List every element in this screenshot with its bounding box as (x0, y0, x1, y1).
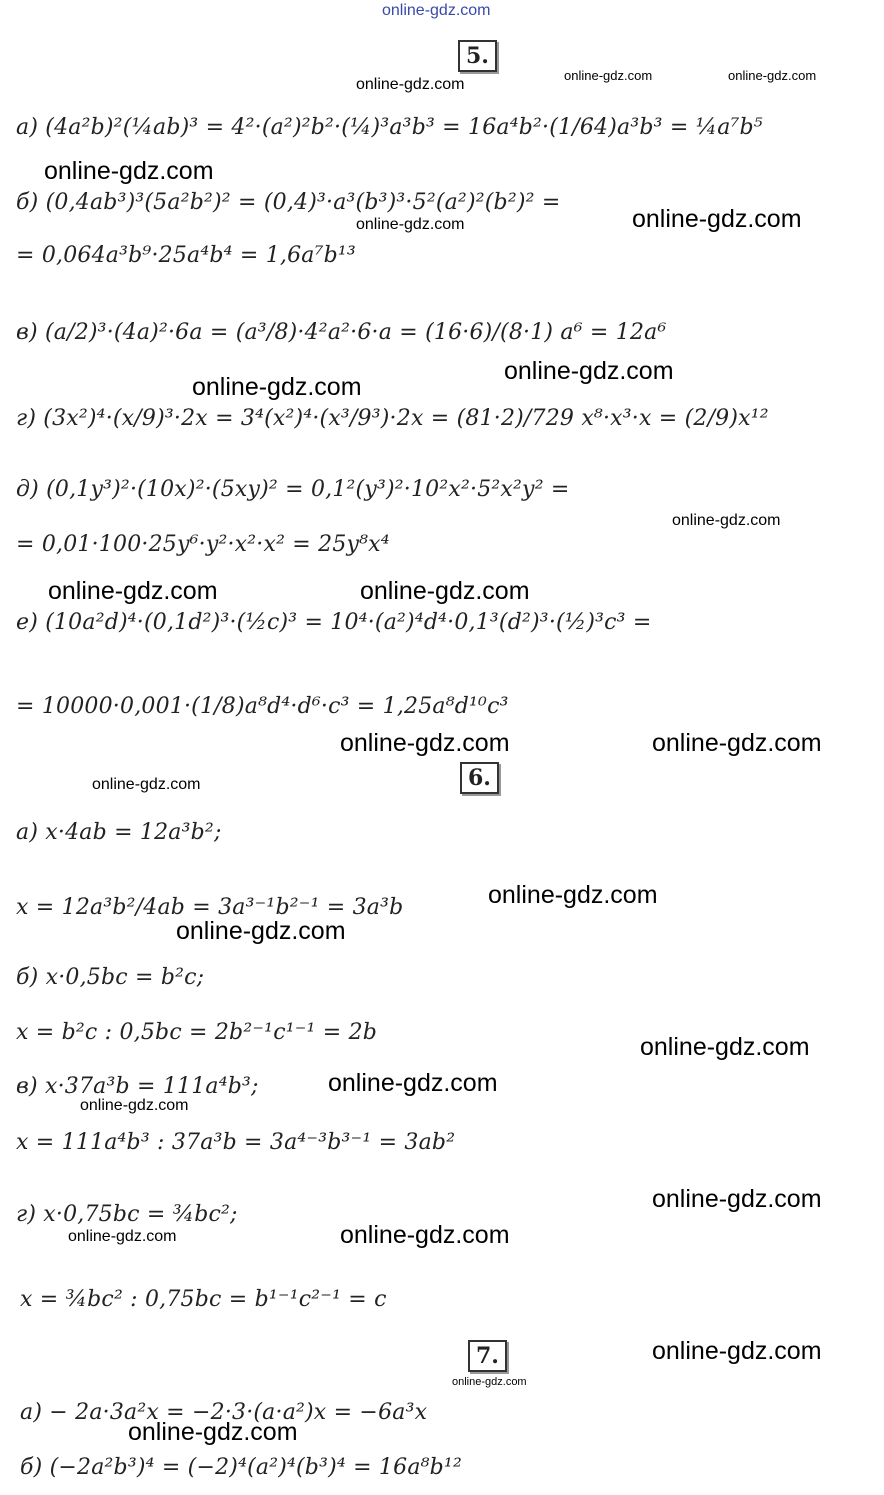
watermark: online-gdz.com (328, 1069, 498, 1097)
watermark: online-gdz.com (68, 1228, 177, 1245)
solution-line: а) x·4ab = 12a³b²; (16, 820, 222, 845)
solution-line: x = 111a⁴b³ : 37a³b = 3a⁴⁻³b³⁻¹ = 3ab² (16, 1130, 456, 1155)
watermark: online-gdz.com (356, 216, 465, 233)
watermark: online-gdz.com (564, 68, 653, 83)
watermark: online-gdz.com (176, 917, 346, 945)
watermark: online-gdz.com (632, 205, 802, 233)
solution-line: = 0,01·100·25y⁶·y²·x²·x² = 25y⁸x⁴ (16, 532, 390, 557)
watermark: online-gdz.com (340, 1221, 510, 1249)
solution-line: x = 12a³b²/4ab = 3a³⁻¹b²⁻¹ = 3a³b (16, 895, 404, 920)
watermark: online-gdz.com (672, 512, 781, 529)
watermark: online-gdz.com (48, 577, 218, 605)
solution-line: x = b²c : 0,5bc = 2b²⁻¹c¹⁻¹ = 2b (16, 1020, 378, 1045)
solution-line: д) (0,1y³)²·(10x)²·(5xy)² = 0,1²(y³)²·10²x²·5²x²y² = (16, 477, 570, 502)
watermark: online-gdz.com (728, 68, 817, 83)
task-number-7: 7. (468, 1340, 507, 1372)
watermark: online-gdz.com (452, 1376, 527, 1388)
watermark: online-gdz.com (92, 776, 201, 793)
solution-line: в) (a/2)³·(4a)²·6a = (a³/8)·4²a²·6·a = (16·6)/(8·1) a⁶ = 12a⁶ (16, 320, 667, 345)
watermark: online-gdz.com (192, 373, 362, 401)
watermark: online-gdz.com (356, 76, 465, 93)
watermark: online-gdz.com (488, 881, 658, 909)
solution-line: б) (−2a²b³)⁴ = (−2)⁴(a²)⁴(b³)⁴ = 16a⁸b¹² (20, 1455, 462, 1480)
watermark: online-gdz.com (360, 577, 530, 605)
solution-line: а) − 2a·3a²x = −2·3·(a·a²)x = −6a³x (20, 1400, 428, 1425)
solution-line: б) (0,4ab³)³(5a²b²)² = (0,4)³·a³(b³)³·5²(a²)²(b²)² = (16, 190, 561, 215)
watermark: online-gdz.com (640, 1033, 810, 1061)
watermark: online-gdz.com (80, 1097, 189, 1114)
task-number-5: 5. (458, 40, 497, 72)
solution-line: б) x·0,5bc = b²c; (16, 965, 205, 990)
watermark: online-gdz.com (652, 729, 822, 757)
solution-line: = 10000·0,001·(1/8)a⁸d⁴·d⁶·c³ = 1,25a⁸d¹⁰c³ (16, 694, 509, 719)
solution-line: е) (10a²d)⁴·(0,1d²)³·(½c)³ = 10⁴·(a²)⁴d⁴·0,1³(d²)³·(½)³c³ = (16, 610, 652, 635)
task-number-6: 6. (460, 762, 499, 794)
watermark: online-gdz.com (128, 1418, 298, 1446)
solution-line: г) (3x²)⁴·(x/9)³·2x = 3⁴(x²)⁴·(x³/9³)·2x = (81·2)/729 x⁸·x³·x = (2/9)x¹² (16, 406, 769, 431)
solution-line: а) (4a²b)²(¼ab)³ = 4²·(a²)²b²·(¼)³a³b³ = 16a⁴b²·(1/64)a³b³ = ¼a⁷b⁵ (16, 115, 763, 140)
watermark: online-gdz.com (504, 357, 674, 385)
solution-line: г) x·0,75bc = ¾bc²; (16, 1202, 238, 1227)
solution-line: в) x·37a³b = 111a⁴b³; (16, 1074, 259, 1099)
solution-line: x = ¾bc² : 0,75bc = b¹⁻¹c²⁻¹ = c (20, 1287, 387, 1312)
header-watermark: online-gdz.com (382, 2, 491, 19)
watermark: online-gdz.com (44, 157, 214, 185)
watermark: online-gdz.com (652, 1185, 822, 1213)
watermark: online-gdz.com (340, 729, 510, 757)
solution-line: = 0,064a³b⁹·25a⁴b⁴ = 1,6a⁷b¹³ (16, 243, 356, 268)
watermark: online-gdz.com (652, 1337, 822, 1365)
